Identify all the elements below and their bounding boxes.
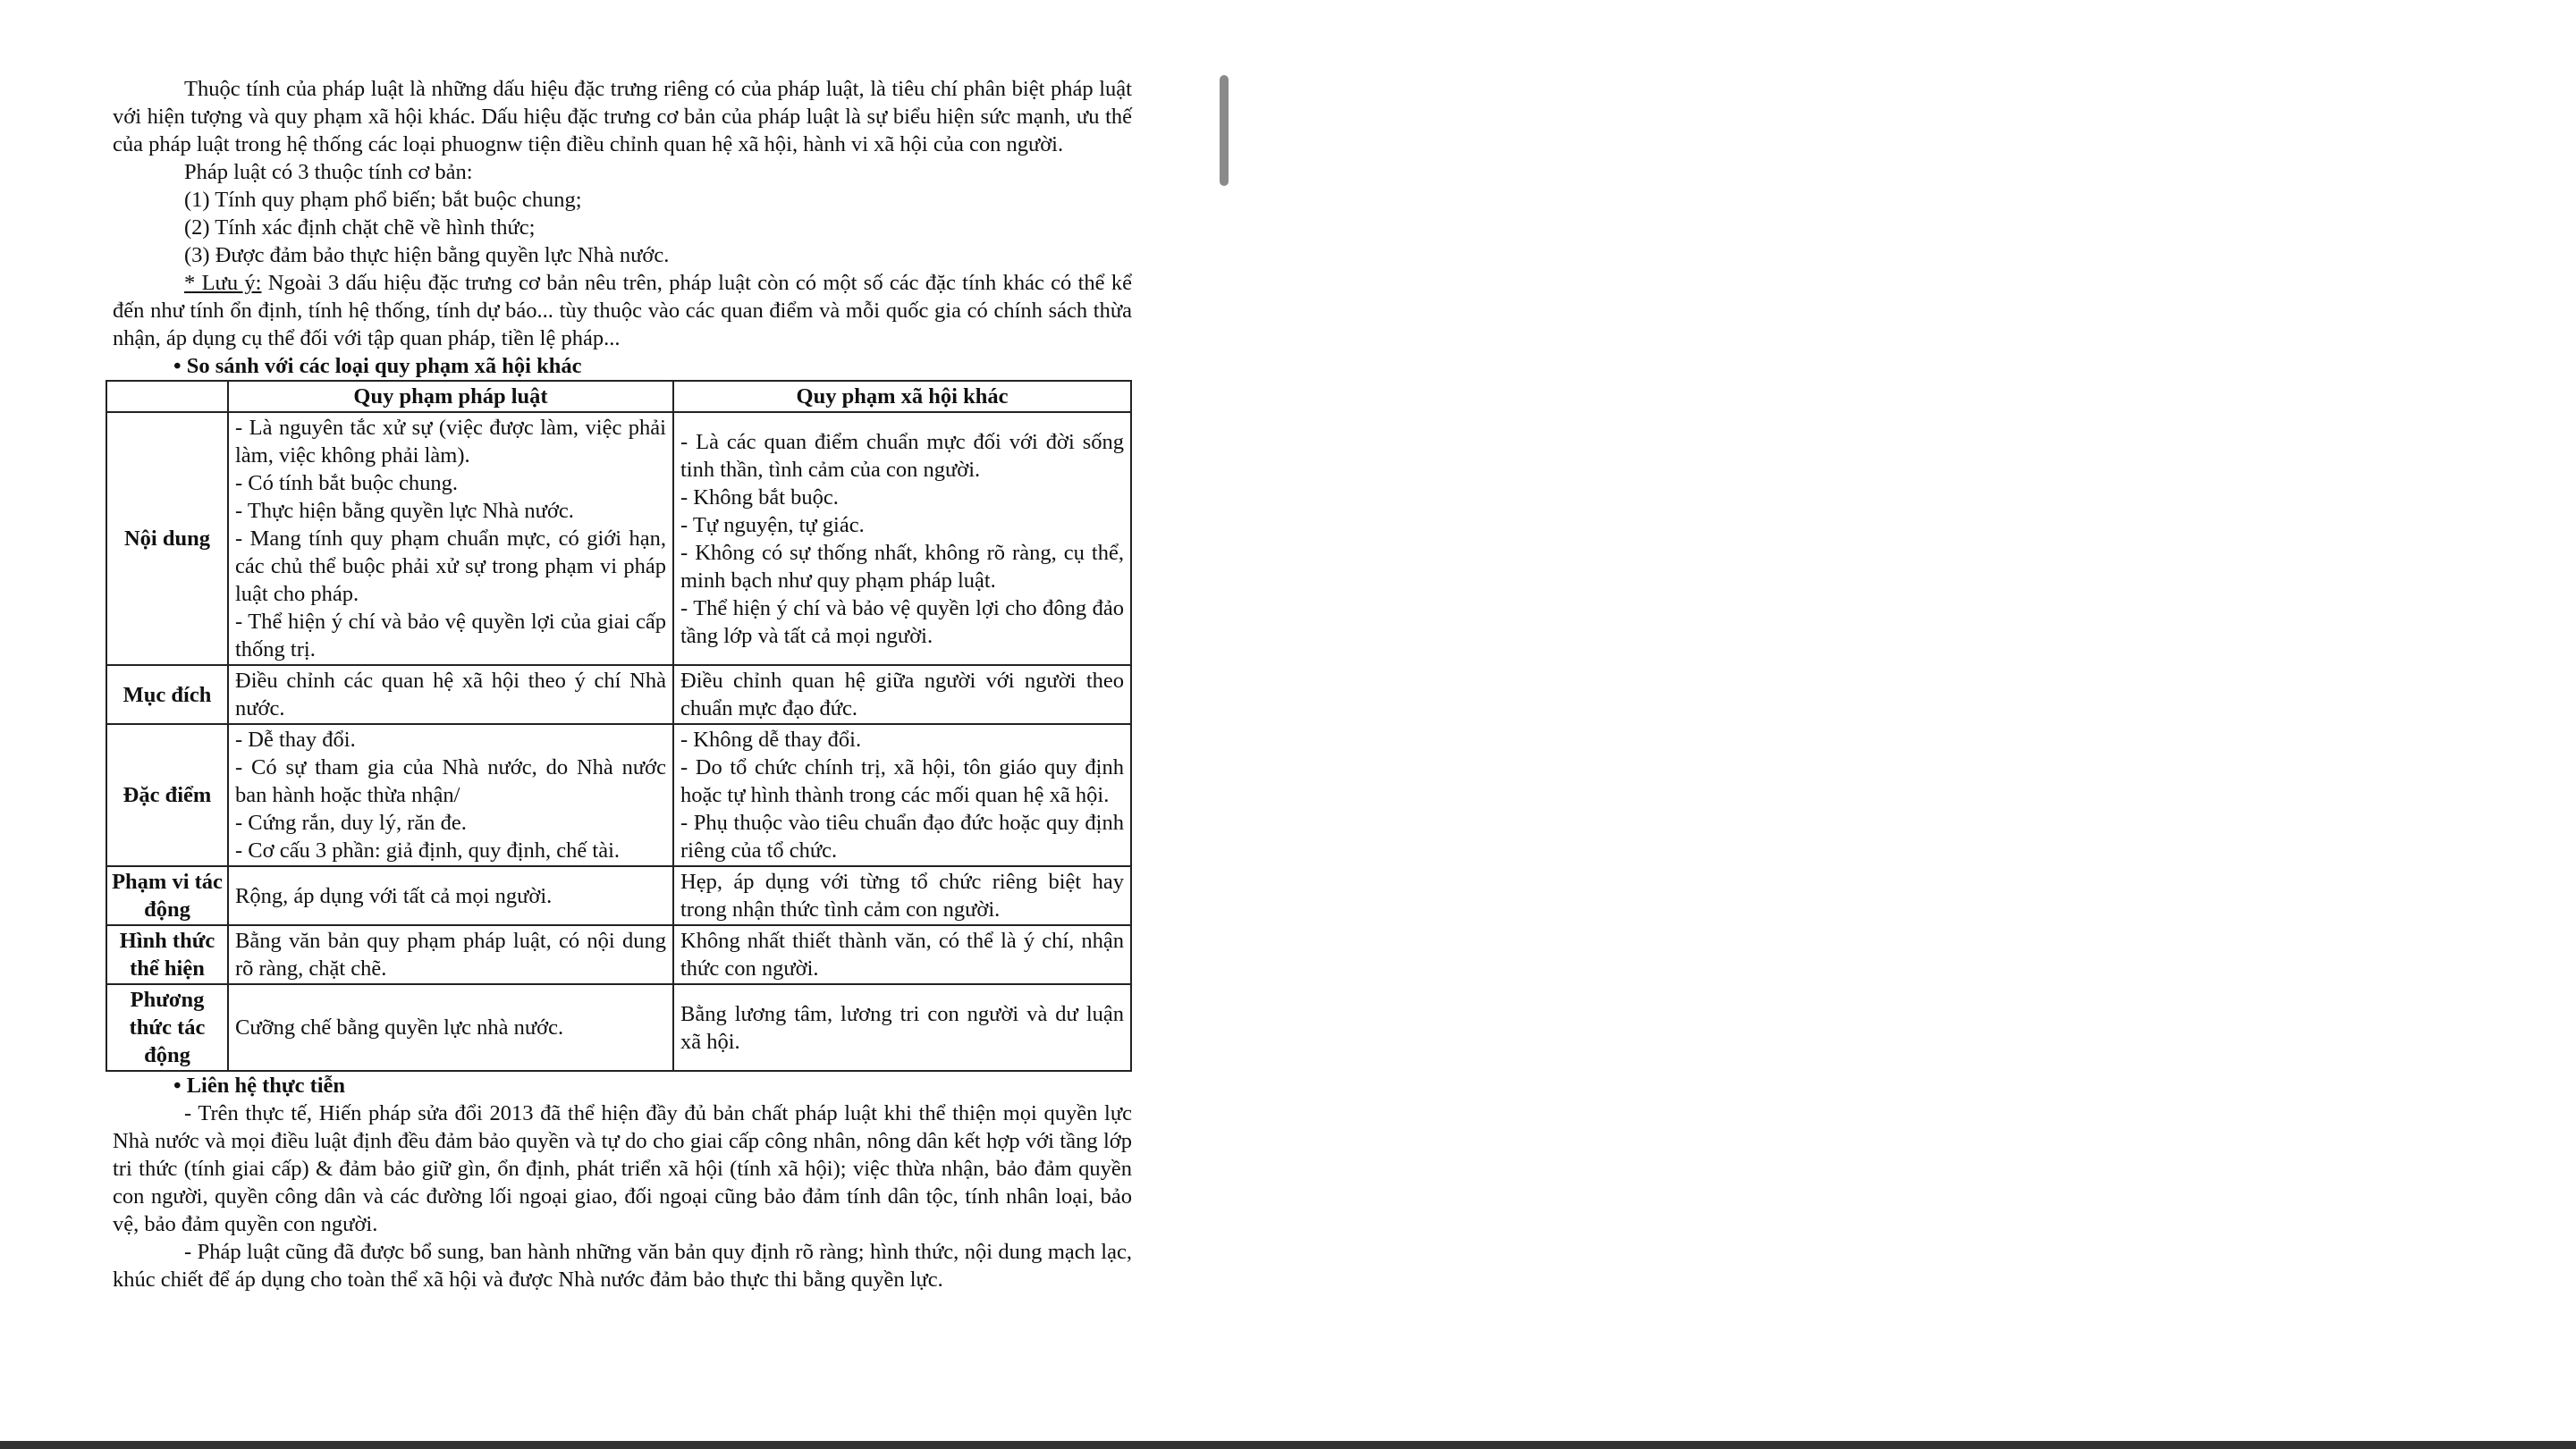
- row-label: Phương thức tác động: [106, 984, 228, 1071]
- row-label: Mục đích: [106, 665, 228, 724]
- table-header-row: [106, 381, 1131, 412]
- table-body: [106, 412, 1131, 1071]
- table-row: [106, 724, 1131, 866]
- row-label: Phạm vi tác động: [106, 866, 228, 925]
- property-item-1: (1) Tính quy phạm phổ biến; bắt buộc chung;: [184, 188, 582, 212]
- note-label: * Lưu ý:: [184, 271, 262, 295]
- table-row: [106, 925, 1131, 984]
- social-norm-cell: Không nhất thiết thành văn, có thể là ý chí, nhận thức con người.: [673, 925, 1131, 984]
- document-page: [113, 75, 1132, 1293]
- property-item-3: (3) Được đảm bảo thực hiện bằng quyền lực Nhà nước.: [184, 243, 670, 267]
- table-row: [106, 412, 1131, 665]
- col-header-legal: Quy phạm pháp luật: [228, 381, 673, 412]
- vertical-scrollbar-thumb[interactable]: [1220, 75, 1229, 186]
- social-norm-cell: - Không dễ thay đổi. - Do tổ chức chính trị, xã hội, tôn giáo quy định hoặc tự hình thành trong các mối quan hệ xã hội. - Phụ thuộc vào tiêu chuẩn đạo đức hoặc quy định riêng của tổ chức.: [673, 724, 1131, 866]
- col-header-social: Quy phạm xã hội khác: [673, 381, 1131, 412]
- compare-heading: • So sánh với các loại quy phạm xã hội khác: [173, 354, 582, 378]
- intro-paragraph: Thuộc tính của pháp luật là những dấu hiệu đặc trưng riêng có của pháp luật, là tiêu chí phân biệt pháp luật với hiện tượng và quy phạm xã hội khác. Dấu hiệu đặc trưng cơ bản của pháp luật là sự biểu hiện sức mạnh, ưu thế của pháp luật trong hệ thống các loại phuognw tiện điều chỉnh quan hệ xã hội, hành vi xã hội của con người.: [113, 77, 1132, 156]
- property-item-2: (2) Tính xác định chặt chẽ về hình thức;: [184, 215, 536, 240]
- table-row: [106, 866, 1131, 925]
- legal-norm-cell: - Dễ thay đổi. - Có sự tham gia của Nhà nước, do Nhà nước ban hành hoặc thừa nhận/ - Cứng rắn, duy lý, răn đe. - Cơ cấu 3 phần: giả định, quy định, chế tài.: [228, 724, 673, 866]
- legal-norm-cell: - Là nguyên tắc xử sự (việc được làm, việc phải làm, việc không phải làm). - Có tính bắt buộc chung. - Thực hiện bằng quyền lực Nhà nước. - Mang tính quy phạm chuẩn mực, có giới hạn, các chủ thể buộc phải xử sự trong phạm vi pháp luật cho pháp. - Thể hiện ý chí và bảo vệ quyền lợi của giai cấp thống trị.: [228, 412, 673, 665]
- legal-norm-cell: Rộng, áp dụng với tất cả mọi người.: [228, 866, 673, 925]
- social-norm-cell: Hẹp, áp dụng với từng tổ chức riêng biệt hay trong nhận thức tình cảm con người.: [673, 866, 1131, 925]
- note-text: Ngoài 3 dấu hiệu đặc trưng cơ bản nêu trên, pháp luật còn có một số các đặc tính khác có thể kể đến như tính ổn định, tính hệ thống, tính dự báo... tùy thuộc vào các quan điểm và mỗi quốc gia có chính sách thừa nhận, áp dụng cụ thể đối với tập quan pháp, tiền lệ pháp...: [113, 271, 1132, 350]
- social-norm-cell: - Là các quan điểm chuẩn mực đối với đời sống tinh thần, tình cảm của con người. - Không bắt buộc. - Tự nguyện, tự giác. - Không có sự thống nhất, không rõ ràng, cụ thể, minh bạch như quy phạm pháp luật. - Thể hiện ý chí và bảo vệ quyền lợi cho đông đảo tầng lớp và tất cả mọi người.: [673, 412, 1131, 665]
- legal-norm-cell: Cưỡng chế bằng quyền lực nhà nước.: [228, 984, 673, 1071]
- table-row: [106, 665, 1131, 724]
- legal-norm-cell: Bằng văn bản quy phạm pháp luật, có nội dung rõ ràng, chặt chẽ.: [228, 925, 673, 984]
- legal-norm-cell: Điều chỉnh các quan hệ xã hội theo ý chí Nhà nước.: [228, 665, 673, 724]
- note-paragraph: [113, 269, 1132, 352]
- properties-intro: Pháp luật có 3 thuộc tính cơ bản:: [184, 160, 473, 184]
- table-row: [106, 984, 1131, 1071]
- table-corner-cell: [106, 381, 228, 412]
- bottom-border: [0, 1441, 2576, 1449]
- row-label: Hình thức thể hiện: [106, 925, 228, 984]
- social-norm-cell: Điều chỉnh quan hệ giữa người với người theo chuẩn mực đạo đức.: [673, 665, 1131, 724]
- practice-paragraph-2: - Pháp luật cũng đã được bổ sung, ban hành những văn bản quy định rõ ràng; hình thức, nội dung mạch lạc, khúc chiết để áp dụng cho toàn thể xã hội và được Nhà nước đảm bảo thực thi bằng quyền lực.: [113, 1240, 1132, 1292]
- row-label: Nội dung: [106, 412, 228, 665]
- comparison-table: [106, 380, 1132, 1072]
- row-label: Đặc điểm: [106, 724, 228, 866]
- practice-heading: • Liên hệ thực tiễn: [173, 1074, 346, 1098]
- practice-paragraph-1: - Trên thực tế, Hiến pháp sửa đổi 2013 đã thể hiện đầy đủ bản chất pháp luật khi thể thiện mọi quyền lực Nhà nước và mọi điều luật định đều đảm bảo quyền và tự do cho giai cấp công nhân, nông dân kết hợp với tầng lớp tri thức (tính giai cấp) & đảm bảo giữ gìn, ổn định, phát triển xã hội (tính xã hội); việc thừa nhận, bảo đảm quyền con người, quyền công dân và các đường lối ngoại giao, đối ngoại cũng bảo đảm tính dân tộc, tính nhân loại, bảo vệ, bảo đảm quyền con người.: [113, 1101, 1132, 1236]
- social-norm-cell: Bằng lương tâm, lương tri con người và dư luận xã hội.: [673, 984, 1131, 1071]
